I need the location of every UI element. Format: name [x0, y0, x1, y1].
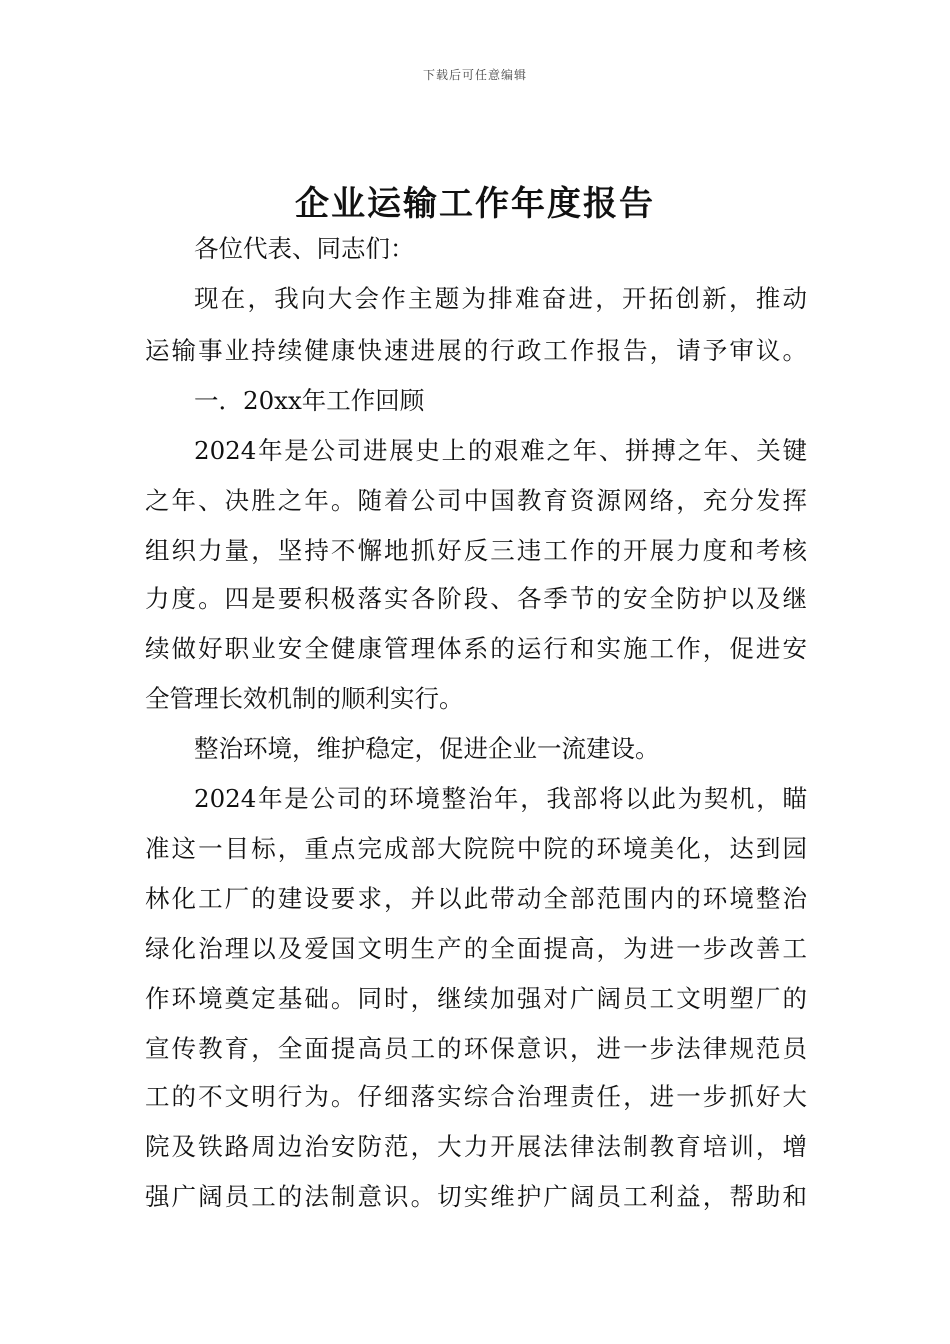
- paragraph-line: 之年、决胜之年。随着公司中国教育资源网络，充分发挥: [145, 486, 807, 515]
- paragraph-line: 绿化治理以及爱国文明生产的全面提高，为进一步改善工: [145, 934, 807, 963]
- paragraph-line: 全管理长效机制的顺利实行。: [145, 684, 464, 713]
- paragraph-line: 2024年是公司进展史上的艰难之年、拼搏之年、关键: [194, 436, 807, 465]
- paragraph-line: 力度。四是要积极落实各阶段、各季节的安全防护以及继: [145, 584, 807, 613]
- paragraph-line: 宣传教育，全面提高员工的环保意识，进一步法律规范员: [145, 1034, 807, 1063]
- paragraph-line: 作环境奠定基础。同时，继续加强对广阔员工文明塑厂的: [145, 984, 807, 1013]
- paragraph-line: 现在，我向大会作主题为排难奋进，开拓创新，推动: [194, 284, 807, 313]
- document-title: 企业运输工作年度报告: [295, 184, 655, 224]
- paragraph-line: 强广阔员工的法制意识。切实维护广阔员工利益，帮助和: [145, 1182, 807, 1211]
- header-note: 下载后可任意编辑: [422, 68, 527, 82]
- paragraph-line: 运输事业持续健康快速进展的行政工作报告，请予审议。: [145, 336, 807, 365]
- paragraph-line: 续做好职业安全健康管理体系的运行和实施工作，促进安: [145, 634, 807, 663]
- paragraph-line: 各位代表、同志们：: [194, 234, 415, 263]
- paragraph-line: 准这一目标，重点完成部大院院中院的环境美化，达到园: [145, 834, 807, 863]
- paragraph-line: 工的不文明行为。仔细落实综合治理责任，进一步抓好大: [145, 1082, 807, 1111]
- paragraph-line: 组织力量，坚持不懈地抓好反三违工作的开展力度和考核: [145, 536, 807, 565]
- section-heading: 一．20xx年工作回顾: [194, 386, 425, 415]
- paragraph-line: 林化工厂的建设要求，并以此带动全部范围内的环境整治: [145, 884, 807, 913]
- paragraph-line: 整治环境，维护稳定，促进企业一流建设。: [194, 734, 660, 763]
- paragraph-line: 2024年是公司的环境整治年，我部将以此为契机，瞄: [194, 784, 807, 813]
- paragraph-line: 院及铁路周边治安防范，大力开展法律法制教育培训，增: [145, 1132, 807, 1161]
